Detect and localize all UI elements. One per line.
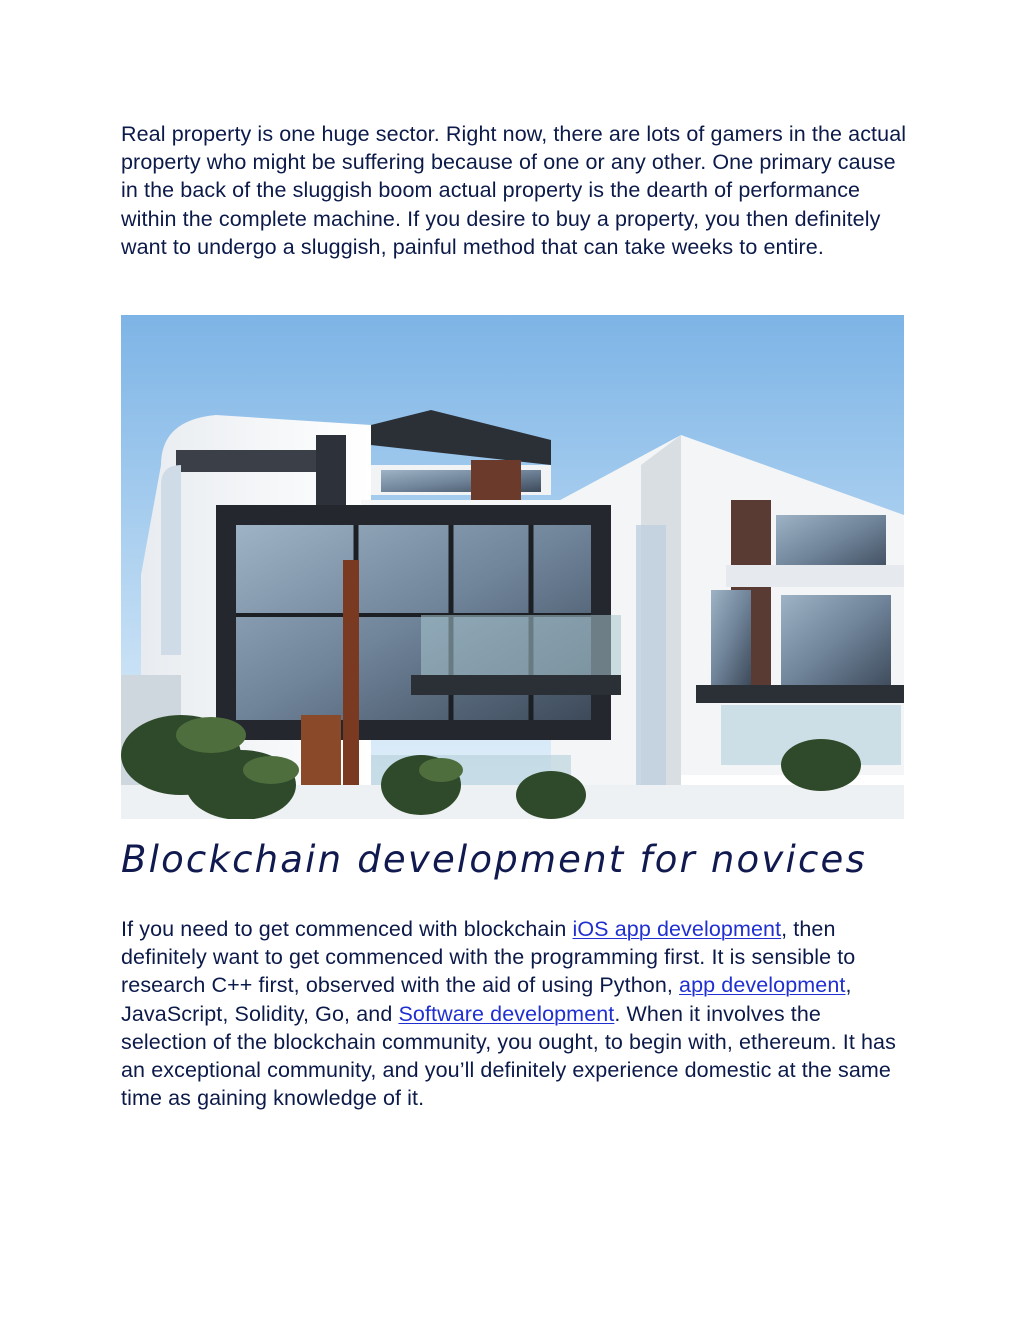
paragraph-text: If you need to get commenced with blockchain bbox=[121, 917, 573, 941]
intro-paragraph: Real property is one huge sector. Right now, there are lots of gamers in the actual property who might be suffering because of one or any other. One primary cause in the back of the sluggish boom actual property is the dearth of performance within the complete machine. If you desire to buy a property, you then definitely want to undergo a sluggish, painful method that can take weeks to entire. bbox=[121, 122, 907, 259]
section-paragraph bbox=[121, 915, 911, 1112]
section-heading: Blockchain development for novices bbox=[121, 838, 867, 881]
paragraph-text: , then definitely want to get commenced with the programming first. It is sensible to research C++ first, observed with the aid of using Python, bbox=[121, 917, 856, 998]
app-development-link[interactable]: app development bbox=[679, 973, 846, 998]
ios-app-development-link[interactable]: iOS app development bbox=[572, 917, 782, 941]
paragraph-text: , JavaScript, Solidity, Go, and bbox=[121, 973, 852, 1026]
software-development-link[interactable]: Software development bbox=[398, 1001, 615, 1026]
paragraph-text: . When it involves the selection of the blockchain community, you ought, to begin with, ethereum. It has an exceptional community, and you’ll definitely experience domestic at the same time as gaining knowledge of it. bbox=[121, 1001, 896, 1111]
modern-house-photo bbox=[121, 315, 904, 819]
